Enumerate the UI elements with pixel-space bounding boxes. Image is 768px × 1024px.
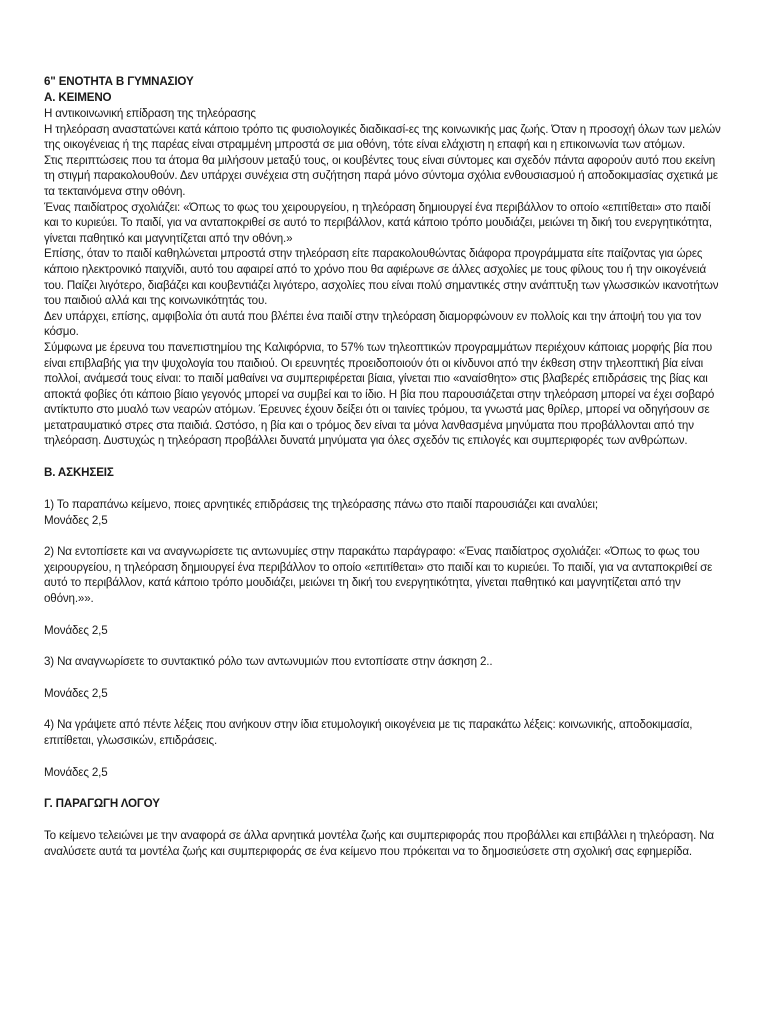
exercise-question: 4) Να γράψετε από πέντε λέξεις που ανήκουν στην ίδια ετυμολογική οικογένεια με τις παρακάτω λέξεις: κοινωνικής, αποδοκιμασία, επιτίθεται, γλωσσικών, επιδράσεις. [44,718,693,747]
production-task [44,828,724,859]
text-heading: Α. ΚΕΙΜΕΝΟ [44,91,112,104]
exercise-3 [44,654,724,670]
exercise-question: 2) Να εντοπίσετε και να αναγνωρίσετε τις αντωνυμίες στην παρακάτω παράγραφο: «Ένας παιδίατρος σχολιάζει: «Όπως το φως του χειρουργείου, η τηλεόραση δημιουργεί ένα περιβάλλον το οποίο «επιτίθεται» στο παιδί και το κυριεύει. Το παιδί, για να ανταποκριθεί σε αυτό το περιβάλλον, κατά κάποιο τρόπο μουδιάζει, μειώνει τη δική του ενεργητικότητα, γίνεται παθητικό και μαγνητίζεται από την οθόνη.»». [44,545,713,606]
text-paragraph: Η τηλεόραση αναστατώνει κατά κάποιο τρόπο τις φυσιολογικές διαδικασί-ες της κοινωνικής μας ζωής. Όταν η προσοχή όλων των μελών της οικογένειας ή της παρέας είναι στραμμένη μπροστά σε μια οθόνη, τότε είναι ελάχιστη η επαφή και η επικοινωνία των ατόμων. [44,122,721,152]
text-paragraph: Σύμφωνα με έρευνα του πανεπιστημίου της Καλιφόρνια, το 57% των τηλεοπτικών προγραμμάτων περιέχουν κάποιας μορφής βία που είναι επιβλαβής για την ψυχολογία του παιδιού. Οι ερευνητές προειδοποιούν ότι οι κίνδυνοι από την έκθεση στην τηλεοπτική βία είναι πολλοί, ανάμεσά τους είναι: το παιδί μαθαίνει να συμπεριφέρεται βίαια, γίνεται πιο «αναίσθητο» στις βλαβερές επιδράσεις της βίας και αποκτά φοβίες ότι κάποιο βίαιο γεγονός μπορεί να συμβεί και το ίδιο. Η βία που παρουσιάζεται στην τηλεόραση μπορεί να έχει σοβαρό αντίκτυπο στο μυαλό των νεαρών ατόμων. Έρευνες έχουν δείξει ότι οι ταινίες τρόμου, τα γνωστά μας θρίλερ, μπορεί να οδηγήσουν σε μετατραυματικό στρες στα παιδιά. Ωστόσο, η βία και ο τρόμος δεν είναι τα μόνα λανθασμένα μηνύματα που προβάλλονται από την τηλεόραση. Δυστυχώς η τηλεόραση προβάλλει δυνατά μηνύματα για όλες σχεδόν τις επιλογές και συμπεριφορές των ανθρώπων. [44,340,715,448]
main-text [44,106,724,449]
exercises-heading: Β. ΑΣΚΗΣΕΙΣ [44,466,114,480]
exercise-1 [44,497,724,528]
exercise-points: Μονάδες 2,5 [44,686,108,700]
exercise-points: Μονάδες 2,5 [44,513,108,527]
exercise-question: 3) Να αναγνωρίσετε το συντακτικό ρόλο των αντωνυμιών που εντοπίσατε στην άσκηση 2.. [44,655,493,669]
text-paragraph: Στις περιπτώσεις που τα άτομα θα μιλήσουν μεταξύ τους, οι κουβέντες τους είναι σύντομες και σχεδόν πάντα αφορούν αυτό που εκείνη τη στιγμή παρακολουθούν. Δεν υπάρχει συνέχεια στη συζήτηση παρά μόνο σύντομα σχόλια ενθουσιασμού ή αποδοκιμασίας σχετικά με τα τεκταινόμενα στην οθόνη. [44,153,718,198]
production-text: Το κείμενο τελειώνει με την αναφορά σε άλλα αρνητικά μοντέλα ζωής και συμπεριφοράς που προβάλλει και επιβάλλει η τηλεόραση. Να αναλύσετε αυτά τα μοντέλα ζωής και συμπεριφοράς σε ένα κείμενο που πρόκειται να το δημοσιεύσετε στη σχολική σας εφημερίδα. [44,829,714,858]
exercise-4-points-block [44,765,724,781]
document-page [44,74,724,859]
text-paragraph: Ένας παιδίατρος σχολιάζει: «Όπως το φως του χειρουργείου, η τηλεόραση δημιουργεί ένα περιβάλλον το οποίο «επιτίθεται» στο παιδί και το κυριεύει. Το παιδί, για να ανταποκριθεί σε αυτό το περιβάλλον, κατά κάποιο τρόπο μουδιάζει, μειώνει τη δική του ενεργητικότητα, γίνεται παθητικό και μαγνητίζεται από την οθόνη.» [44,200,712,245]
exercise-2 [44,544,724,606]
text-paragraph: Δεν υπάρχει, επίσης, αμφιβολία ότι αυτά που βλέπει ένα παιδί στην τηλεόραση διαμορφώνουν εν πολλοίς και την άποψή του για τον κόσμο. [44,309,702,339]
production-heading: Γ. ΠΑΡΑΓΩΓΗ ΛΟΓΟΥ [44,797,160,811]
unit-title: 6" ΕΝΟΤΗΤΑ Β ΓΥΜΝΑΣΙΟΥ [44,75,194,88]
text-title: Η αντικοινωνική επίδραση της τηλεόρασης [44,107,256,120]
exercise-points: Μονάδες 2,5 [44,623,108,637]
exercise-question: 1) Το παραπάνω κείμενο, ποιες αρνητικές επιδράσεις της τηλεόρασης πάνω στο παιδί παρουσιάζει και αναλύει; [44,498,598,512]
exercise-4 [44,717,724,748]
exercise-2-points-block [44,623,724,639]
text-paragraph: Επίσης, όταν το παιδί καθηλώνεται μπροστά στην τηλεόραση είτε παρακολουθώντας διάφορα προγράμματα είτε παίζοντας για ώρες κάποιο ηλεκτρονικό παιχνίδι, αυτό του αφαιρεί από το χρόνο που θα αφιέρωνε σε άλλες ασχολίες με τους φίλους του ή την οικογένειά του. Παίζει λιγότερο, διαβάζει και κουβεντιάζει λιγότερο, ασχολίες που είναι πολύ σημαντικές στην ανάπτυξη των γλωσσικών ικανοτήτων του παιδιού αλλά και της κοινωνικότητάς του. [44,247,719,308]
exercise-3-points-block [44,686,724,702]
exercise-points: Μονάδες 2,5 [44,765,108,779]
